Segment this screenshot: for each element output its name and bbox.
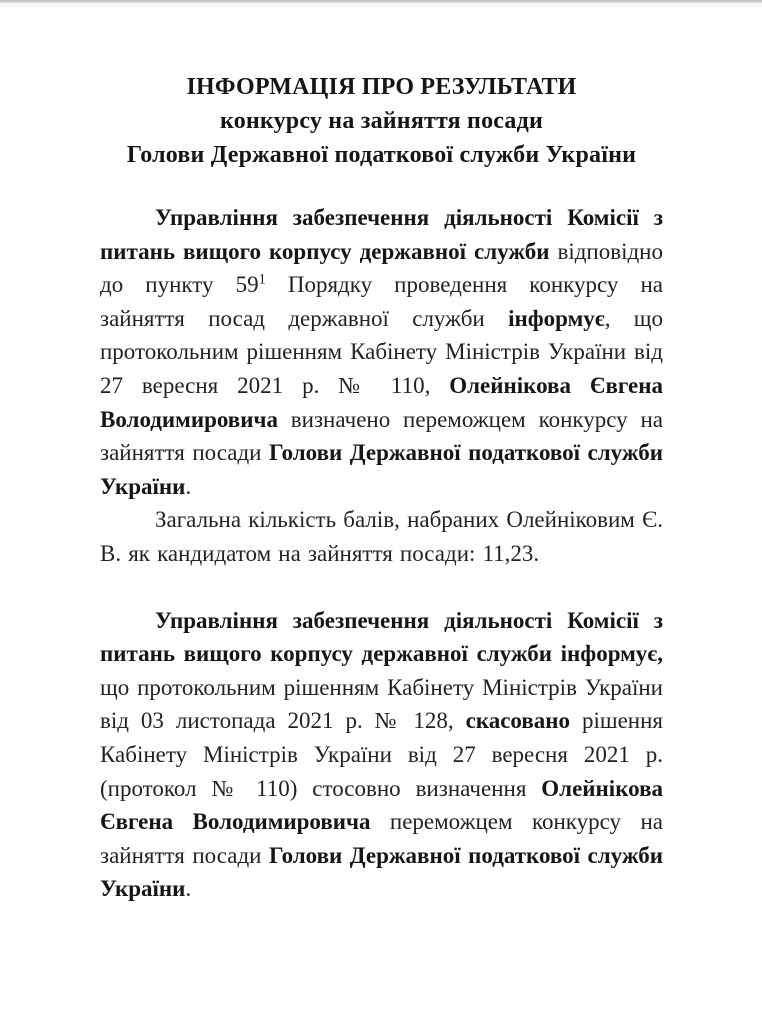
document-title [100,70,663,172]
paragraph-cancellation: Управління забезпечення діяльності Комісії з питань вищого корпусу державної служби інформує, що протокольним рішенням Кабінету Міністрів України від 03 листопада 2021 р. № 128, скасовано рішення Кабінету Міністрів України від 27 вересня 2021 р. (протокол № 110) стосовно визначення Олейнікова Євгена Володимировича переможцем конкурсу на зайняття посади Голови Державної податкової служби України. [100,607,663,902]
title-line-2: конкурсу на зайняття посади [219,108,543,134]
title-line-1: ІНФОРМАЦІЯ ПРО РЕЗУЛЬТАТИ [186,74,577,100]
paragraph-total-score: Загальна кількість балів, набраних Олейніковим Є. В. як кандидатом на зайняття посади: 11,23. [100,507,663,566]
title-line-3: Голови Державної податкової служби України [126,142,637,168]
paragraph-winner-announcement: Управління забезпечення діяльності Комісії з питань вищого корпусу державної служби відповідно до пункту $59^1$ Порядку проведення конкурсу на зайняття посад державної служби інформує, що протокольним рішенням Кабінету Міністрів України від 27 вересня 2021 р. № 110, Олейнікова Євгена Володимировича визначено переможцем конкурсу на зайняття посади Голови Державної податкової служби України. [100,205,663,499]
document-body [100,201,663,906]
